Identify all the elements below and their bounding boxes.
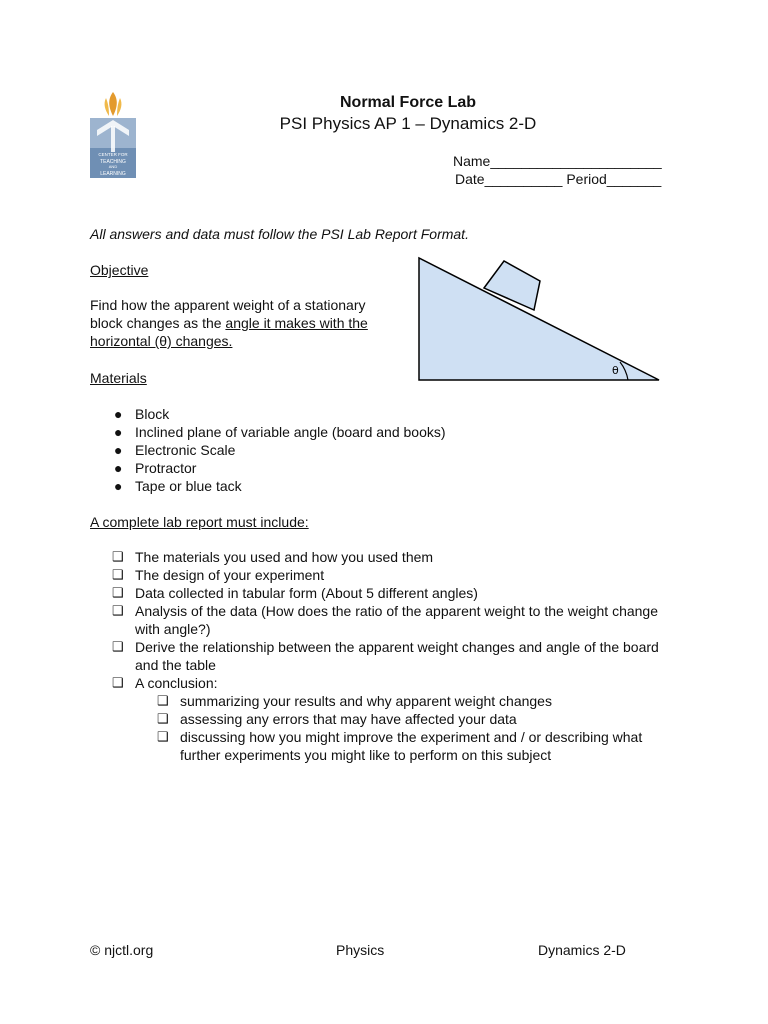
footer-subject: Physics (336, 942, 385, 958)
checkbox-icon: ❑ (157, 729, 169, 744)
list-item (90, 441, 446, 459)
objective-line-1: Find how the apparent weight of a stationary (90, 297, 366, 313)
list-item-label: Inclined plane of variable angle (board and books) (135, 424, 446, 440)
page-subtitle: PSI Physics AP 1 – Dynamics 2-D (279, 114, 537, 133)
inclined-plane-diagram (416, 255, 662, 385)
logo-text-line-2: TEACHING (100, 159, 126, 165)
materials-heading: Materials (90, 370, 147, 386)
checklist-item-label: Derive the relationship between the apparent weight changes and angle of the board and the table (135, 639, 659, 673)
objective-line-2 (90, 314, 368, 332)
sub-checklist-item-label: assessing any errors that may have affected your data (180, 711, 517, 727)
materials-list (90, 405, 446, 495)
list-item (90, 405, 446, 423)
page-title: Normal Force Lab (339, 94, 477, 111)
sub-checklist-item-label: discussing how you might improve the experiment and / or describing what further experiments you might like to perform on this subject (180, 729, 643, 763)
bullet-icon: ● (114, 424, 123, 440)
bullet-icon: ● (114, 478, 123, 494)
logo-text-line-3: AND (108, 164, 118, 169)
objective-line-2-underlined: angle it makes with the (225, 315, 368, 331)
list-item (90, 477, 446, 495)
checklist-item (112, 638, 672, 674)
sub-checklist-item (157, 710, 672, 728)
conclusion-sublist (135, 692, 672, 764)
footer-unit: Dynamics 2-D (538, 942, 626, 958)
report-checklist (112, 548, 672, 764)
list-item (90, 459, 446, 477)
logo-text-line-1: CENTER FOR (98, 152, 128, 157)
checkbox-icon: ❑ (157, 711, 169, 726)
list-item-label: Electronic Scale (135, 442, 236, 458)
sub-checklist-item (157, 728, 672, 764)
report-requirements-heading: A complete lab report must include: (90, 514, 309, 530)
checklist-item-label: The design of your experiment (135, 567, 325, 583)
checklist-item (112, 602, 672, 638)
list-item-label: Protractor (135, 460, 197, 476)
list-item-label: Block (135, 406, 170, 422)
checklist-item (112, 566, 672, 584)
objective-line-3: horizontal (θ) changes. (90, 333, 233, 349)
checklist-item-label: Data collected in tabular form (About 5 different angles) (135, 585, 478, 601)
list-item (90, 423, 446, 441)
bullet-icon: ● (114, 460, 123, 476)
checkbox-icon: ❑ (112, 639, 124, 654)
bullet-icon: ● (114, 442, 123, 458)
sub-checklist-item (157, 692, 672, 710)
objective-heading: Objective (90, 262, 149, 278)
checklist-item (112, 548, 672, 566)
angle-theta-label: θ (612, 364, 619, 377)
objective-text (90, 296, 368, 350)
checklist-item-label: Analysis of the data (How does the ratio of the apparent weight to the weight change with angle?) (135, 603, 658, 637)
intro-note: All answers and data must follow the PSI Lab Report Format. (90, 226, 469, 242)
footer-copyright: © njctl.org (90, 942, 154, 958)
checkbox-icon: ❑ (112, 585, 124, 600)
checkbox-icon: ❑ (112, 567, 124, 582)
checklist-item (112, 584, 672, 602)
checklist-item-label: The materials you used and how you used them (135, 549, 434, 565)
checklist-item (112, 674, 672, 764)
date-period-field: Date__________ Period_______ (455, 171, 662, 187)
logo-text-line-4: LEARNING (100, 171, 126, 177)
list-item-label: Tape or blue tack (135, 478, 242, 494)
sub-checklist-item-label: summarizing your results and why apparent weight changes (180, 693, 552, 709)
checkbox-icon: ❑ (112, 675, 124, 690)
checkbox-icon: ❑ (157, 693, 169, 708)
bullet-icon: ● (114, 406, 123, 422)
checkbox-icon: ❑ (112, 549, 124, 564)
name-field: Name______________________ (453, 153, 662, 169)
objective-line-2-plain: block changes as the (90, 315, 226, 331)
incline-triangle (419, 258, 659, 380)
checklist-item-label: A conclusion: (135, 675, 218, 691)
checkbox-icon: ❑ (112, 603, 124, 618)
